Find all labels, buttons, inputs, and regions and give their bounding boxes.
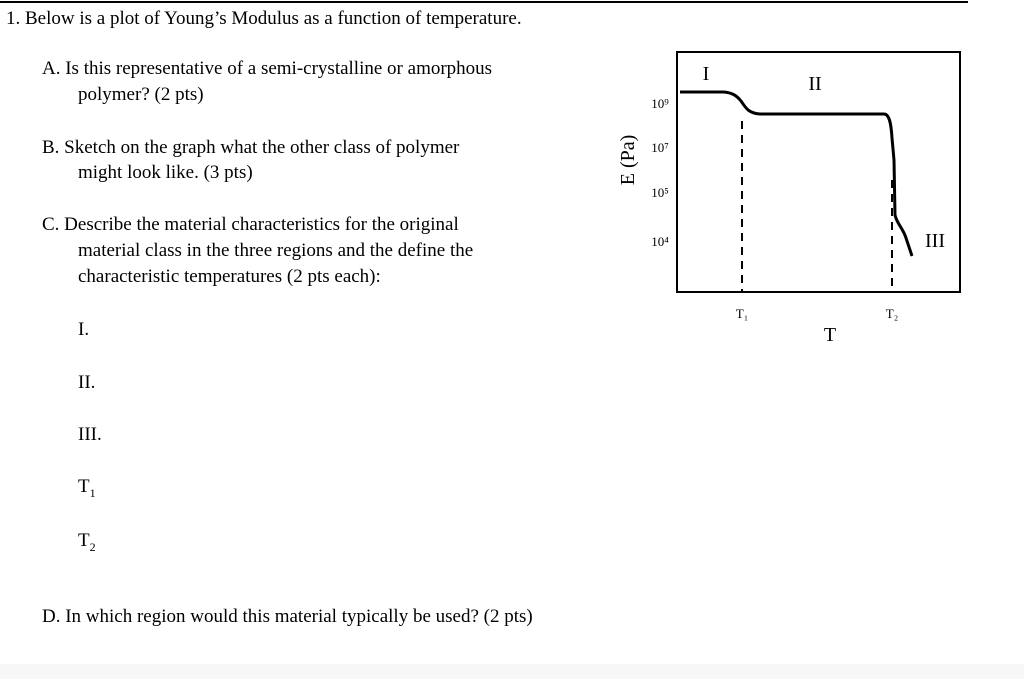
- page-footer-band: [0, 664, 1024, 679]
- ytick-1e5: 10⁵: [651, 185, 669, 200]
- ytick-1e4: 10⁴: [651, 234, 669, 249]
- part-d: D. In which region would this material typically be used? (2 pts): [42, 606, 533, 627]
- part-b-line2: might look like. (3 pts): [78, 162, 253, 183]
- ytick-1e9: 10⁹: [651, 96, 669, 111]
- part-a-line1: A. Is this representative of a semi-crystalline or amorphous: [42, 58, 493, 79]
- part-c-line3: characteristic temperatures (2 pts each):: [78, 266, 381, 287]
- ytick-1e7: 10⁷: [651, 140, 669, 155]
- part-c-line2: material class in the three regions and the define the: [78, 240, 474, 261]
- item-region-2: II.: [78, 372, 96, 393]
- item-t2: $T_2$: [78, 530, 96, 554]
- item-t1: $T_1$: [78, 476, 96, 500]
- region-label-2: II: [808, 73, 822, 95]
- region-label-1: I: [702, 63, 710, 85]
- part-a-line2: polymer? (2 pts): [78, 84, 204, 105]
- item-region-3: III.: [78, 424, 102, 445]
- modulus-curve: [680, 92, 912, 256]
- x-axis-label: T: [823, 324, 837, 346]
- item-region-1: I.: [78, 319, 90, 340]
- y-axis-label: E (Pa): [617, 134, 639, 186]
- xtick-t1: T₁: [735, 306, 749, 321]
- xtick-t2: T₂: [885, 306, 899, 321]
- question-title: 1. Below is a plot of Young’s Modulus as a function of temperature.: [6, 8, 522, 29]
- region-label-3: III: [925, 230, 945, 252]
- part-b-line1: B. Sketch on the graph what the other class of polymer: [42, 137, 460, 158]
- part-c-line1: C. Describe the material characteristics for the original: [42, 214, 459, 235]
